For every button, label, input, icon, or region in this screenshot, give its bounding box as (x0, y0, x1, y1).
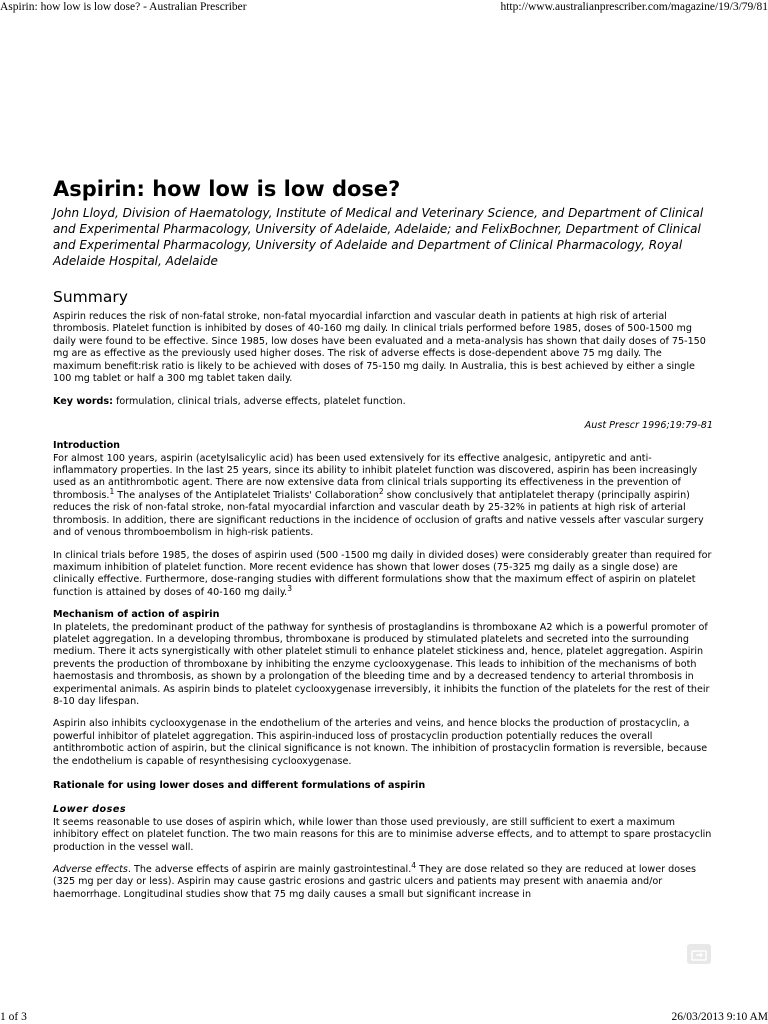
share-icon-glyph (691, 947, 707, 961)
summary-text: Aspirin reduces the risk of non-fatal stroke, non-fatal myocardial infarction and vascular death in patients at high risk of arterial thrombosis. Platelet function is inhibited by doses of 40-160 mg daily. In clinical trials performed before 1985, doses of 500-1500 mg daily were found to be effective. Since 1985, low doses have been evaluated and a meta-analysis has shown that daily doses of 75-150 mg are as effective as the previously used higher doses. The risk of adverse effects is dose-dependent above 75 mg daily. The maximum benefit:risk ratio is likely to be achieved with doses of 75-150 mg daily. In Australia, this is best achieved by either a single 100 mg tablet or half a 300 mg tablet taken daily. (53, 311, 706, 385)
print-footer (0, 1010, 768, 1024)
intro-p2-text: In clinical trials before 1985, the doses of aspirin used (500 -1500 mg daily in divided doses) were considerably greater than required for maximum inhibition of platelet function. More recent evidence has shown that lower doses (75-325 mg daily as a single dose) are clinically effective. Furthermore, dose-ranging studies with different formulations show that the maximum effect of aspirin on platelet function is attained by doses of 40-160 mg daily. (53, 549, 712, 598)
keywords (53, 396, 713, 408)
ref-link-1[interactable]: 1 (109, 486, 115, 496)
adverse-effects-paragraph (53, 860, 713, 901)
print-timestamp: 26/03/2013 9:10 AM (671, 1011, 768, 1023)
ref-link-2[interactable]: 2 (378, 486, 384, 496)
adverse-text-a: . The adverse effects of aspirin are mainly gastrointestinal. (127, 864, 412, 876)
lower-doses-paragraph: It seems reasonable to use doses of aspirin which, while lower than those used previously, are still sufficient to exert a maximum inhibitory effect on platelet function. The two main reasons for this are to minimise adverse effects, and to attempt to spare prostacyclin production in the vessel wall. (53, 816, 712, 853)
adverse-text-b: They are dose related so they are reduced at lower doses (325 mg per day or less). Aspirin may cause gastric erosions and gastric ulcers and patients may present with anaemia and/or haemorrhage. Longitudinal studies show that 75 mg daily causes a small but significant increase in (53, 864, 697, 900)
adverse-effects-label: Adverse effects (53, 864, 128, 876)
share-icon[interactable] (687, 944, 711, 964)
rationale-heading: Rationale for using lower doses and different formulations of aspirin (53, 780, 426, 791)
lower-doses-heading: Lower doses (53, 804, 127, 816)
keywords-value: formulation, clinical trials, adverse effects, platelet function. (116, 396, 406, 408)
article (53, 176, 713, 901)
ref-link-3[interactable]: 3 (287, 583, 292, 593)
intro-p1-text-b: The analyses of the Antiplatelet Trialists' Collaboration (114, 489, 379, 501)
page-counter: 1 of 3 (0, 1011, 27, 1023)
page-title: Aspirin: how low is low dose? - Australian Prescriber (0, 1, 247, 13)
article-title: Aspirin: how low is low dose? (53, 177, 401, 201)
intro-p1-text-c: show conclusively that antiplatelet therapy (principally aspirin) reduces the risk of non-fatal stroke, non-fatal myocardial infarction and vascular death by 25-32% in patients at high risk of arterial thrombosis. In addition, there are significant reductions in the incidence of occlusion of grafts and native vessels after vascular surgery and of venous thromboembolism in high-risk patients. (53, 489, 704, 539)
print-header (0, 0, 768, 14)
keywords-label: Key words: (53, 396, 113, 408)
mechanism-paragraph-1: In platelets, the predominant product of the pathway for synthesis of prostaglandins is thromboxane A2 which is a powerful promoter of platelet aggregation. In a developing thrombus, thromboxane is produced by stimulated platelets and secreted into the surrounding medium. There it acts synergistically with other platelet stimuli to enhance platelet stickiness and, hence, platelet aggregation. Aspirin prevents the production of thromboxane by inhibiting the enzyme cyclooxygenase. This leads to inhibition of the mechanisms of both haemostasis and thrombosis, as shown by a prolongation of the bleeding time and by a decreased tendency to arterial thrombosis in experimental animals. As aspirin binds to platelet cyclooxygenase irreversibly, it inhibits the function of the platelets for the rest of their 8-10 day lifespan. (53, 621, 710, 707)
mechanism-heading: Mechanism of action of aspirin (53, 609, 220, 621)
introduction-heading: Introduction (53, 440, 120, 452)
citation: Aust Prescr 1996;19:79-81 (584, 419, 713, 431)
ref-link-4[interactable]: 4 (411, 860, 417, 870)
intro-paragraph-1 (53, 453, 713, 540)
summary-heading: Summary (53, 288, 128, 306)
intro-p1-text-a: For almost 100 years, aspirin (acetylsalicylic acid) has been used extensively for its effective analgesic, antipyretic and anti-inflammatory properties. In the last 25 years, since its ability to inhibit platelet function was discovered, aspirin has been increasingly used as an antithrombotic agent. There are now extensive data from clinical trials supporting its effectiveness in the prevention of thrombosis. (53, 452, 698, 501)
mechanism-paragraph-2: Aspirin also inhibits cyclooxygenase in the endothelium of the arteries and veins, and hence blocks the production of prostacyclin, a powerful inhibitor of platelet aggregation. This aspirin-induced loss of prostacyclin production potentially reduces the overall antithrombotic action of aspirin, but the clinical significance is not known. The inhibition of prostacyclin formation is reversible, because the endothelium is capable of resynthesising cyclooxygenase. (53, 718, 708, 767)
intro-paragraph-2 (53, 550, 713, 600)
page-url[interactable]: http://www.australianprescriber.com/magazine/19/3/79/81 (500, 1, 768, 13)
article-authors: John Lloyd, Division of Haematology, Institute of Medical and Veterinary Science, and Department of Clinical and Experimental Pharmacology, University of Adelaide, Adelaide; and FelixBochner, Department of Clinical and Experimental Pharmacology, University of Adelaide and Department of Clinical Pharmacology, Royal Adelaide Hospital, Adelaide (53, 206, 704, 268)
